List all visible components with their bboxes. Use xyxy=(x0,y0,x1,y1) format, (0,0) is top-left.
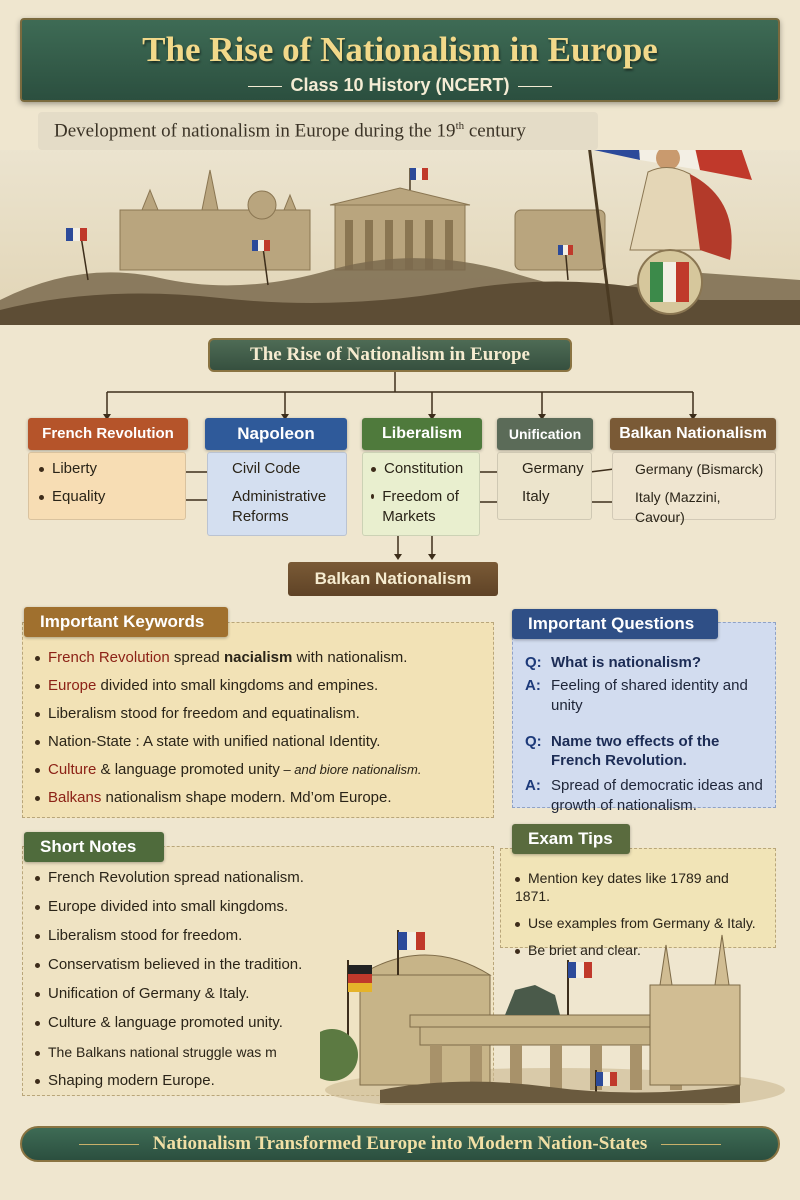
flow-node-french-revolution: French Revolution xyxy=(28,418,188,450)
flow-node-napoleon: Napoleon xyxy=(205,418,347,450)
list-item xyxy=(35,956,313,974)
keyword-highlight: Europe xyxy=(48,677,97,694)
note-text: Europe divided into small kingdoms. xyxy=(48,898,289,915)
list-item xyxy=(35,733,479,751)
note-text: The Balkans national struggle was m xyxy=(48,1044,277,1060)
flow-node-unification: Unification xyxy=(497,418,593,450)
questions-panel xyxy=(512,622,776,814)
bullet-icon xyxy=(39,495,44,500)
bullet-icon xyxy=(35,992,40,997)
note-text: French Revolution spread nationalism. xyxy=(48,869,304,886)
keyword-highlight: French Revolution xyxy=(48,649,170,666)
list-item xyxy=(35,927,313,945)
bullet-icon xyxy=(35,712,40,717)
q-tag: Q: xyxy=(525,654,542,671)
bullet-icon xyxy=(35,1079,40,1084)
list-item xyxy=(35,898,313,916)
subtitle-text: Class 10 History (NCERT) xyxy=(290,75,510,95)
note-text: Conservatism believed in the tradition. xyxy=(48,956,303,973)
note-text: Shaping modern Europe. xyxy=(48,1072,215,1089)
revolution-crowd-illustration xyxy=(0,150,800,325)
flow-node-balkan-nationalism-bottom: Balkan Nationalism xyxy=(288,562,498,596)
bullet-icon xyxy=(35,963,40,968)
question-text: Name two effects of the French Revolution. xyxy=(551,733,720,769)
a-tag: A: xyxy=(525,777,541,794)
keyword-text: spread xyxy=(169,649,224,666)
tagline-tail: century xyxy=(464,120,526,142)
bullet-icon xyxy=(35,876,40,881)
list-item xyxy=(35,869,313,887)
tagline-sup: th xyxy=(455,120,465,132)
list-item xyxy=(35,761,479,779)
keywords-panel xyxy=(22,622,494,818)
header-banner xyxy=(20,18,780,102)
answer-text: Feeling of shared identity and unity xyxy=(551,677,748,714)
note-text: Unification of Germany & Italy. xyxy=(48,985,250,1002)
question-item xyxy=(525,653,765,672)
note-text: Culture & language promoted unity. xyxy=(48,1014,283,1031)
tip-text: Use examples from Germany & Italy. xyxy=(528,915,756,931)
list-item xyxy=(39,459,175,479)
list-item: Italy (Mazzini, Cavour) xyxy=(635,489,721,525)
list-item xyxy=(35,1043,313,1061)
flow-box-napoleon xyxy=(207,452,347,536)
question-item xyxy=(525,732,765,770)
page-title: The Rise of Nationalism in Europe xyxy=(142,30,658,69)
subtitle-rule-left xyxy=(248,86,282,87)
list-item: Germany xyxy=(522,460,584,477)
list-item xyxy=(371,487,469,527)
bullet-icon xyxy=(35,768,40,773)
bullet-icon xyxy=(515,877,520,882)
tip-text: Mention key dates like 1789 and 1871. xyxy=(515,870,729,904)
subtitle-rule-right xyxy=(518,86,552,87)
keyword-tail: – and biore nationalism. xyxy=(279,762,422,777)
item-text: Freedom of Markets xyxy=(382,488,459,525)
keyword-text: divided into small kingdoms and empines. xyxy=(96,677,379,694)
tagline xyxy=(38,112,598,150)
keywords-label: Important Keywords xyxy=(24,607,228,637)
keyword-tail: with nationalism. xyxy=(292,649,408,666)
bullet-icon xyxy=(35,740,40,745)
footer-text: Nationalism Transformed Europe into Modern Nation-States xyxy=(152,1133,648,1154)
list-item xyxy=(35,789,479,807)
tip-text: Be briet and clear. xyxy=(528,942,641,958)
note-text: Liberalism stood for freedom. xyxy=(48,927,243,944)
bullet-icon xyxy=(371,467,376,472)
flow-box-liberalism xyxy=(362,452,480,536)
bullet-icon xyxy=(371,494,374,499)
list-item xyxy=(515,869,767,905)
tagline-text: Development of nationalism in Europe during the 19 xyxy=(54,120,456,142)
keyword-text: Nation-State : A state with unified national Identity. xyxy=(48,733,381,750)
exam-tips-label: Exam Tips xyxy=(512,824,630,854)
flow-box-balkan-nationalism xyxy=(612,452,776,525)
q-tag: Q: xyxy=(525,733,542,750)
question-text: What is nationalism? xyxy=(551,654,702,671)
keyword-text: & language promoted unity xyxy=(96,761,280,778)
answer-text: Spread of democratic ideas and growth of nationalism. xyxy=(551,777,763,814)
list-item xyxy=(35,1072,313,1090)
list-item xyxy=(35,705,479,723)
flow-box-unification xyxy=(497,452,592,520)
flow-node-liberalism: Liberalism xyxy=(362,418,482,450)
list-item xyxy=(371,459,469,479)
short-notes-label: Short Notes xyxy=(24,832,164,862)
bullet-icon xyxy=(35,684,40,689)
list-item: Germany (Bismarck) xyxy=(635,461,764,477)
footer-rule-right xyxy=(661,1144,721,1145)
bullet-icon xyxy=(35,934,40,939)
keyword-text: nationalism shape modern. Md’om Europe. xyxy=(101,789,392,806)
list-item xyxy=(35,649,479,667)
bullet-icon xyxy=(35,796,40,801)
bullet-icon xyxy=(35,656,40,661)
list-item xyxy=(35,1014,313,1032)
item-text: Equality xyxy=(52,488,106,505)
bullet-icon xyxy=(35,1051,40,1056)
flow-box-french-revolution xyxy=(28,452,186,520)
bullet-icon xyxy=(39,467,44,472)
bullet-icon xyxy=(35,905,40,910)
answer-item xyxy=(525,776,765,816)
keyword-text: Liberalism stood for freedom and equatinalism. xyxy=(48,705,360,722)
keyword-highlight: Balkans xyxy=(48,789,102,806)
list-item: Administrative Reforms xyxy=(232,488,327,525)
list-item: Civil Code xyxy=(232,460,301,477)
questions-label: Important Questions xyxy=(512,609,718,639)
list-item xyxy=(35,985,313,1003)
list-item xyxy=(39,487,175,507)
page-subtitle xyxy=(22,75,778,96)
brandenburg-gate-illustration xyxy=(320,905,790,1105)
a-tag: A: xyxy=(525,677,541,694)
flow-root-banner: The Rise of Nationalism in Europe xyxy=(208,338,572,372)
list-item xyxy=(35,677,479,695)
flow-node-balkan-nationalism: Balkan Nationalism xyxy=(610,418,776,450)
footer-banner xyxy=(20,1126,780,1162)
item-text: Liberty xyxy=(52,460,98,477)
keyword-bold: nacialism xyxy=(223,649,293,666)
item-text: Constitution xyxy=(384,460,464,477)
list-item: Italy xyxy=(522,488,550,505)
bullet-icon xyxy=(35,1021,40,1026)
keyword-highlight: Culture xyxy=(48,761,97,778)
answer-item xyxy=(525,676,765,716)
footer-rule-left xyxy=(79,1144,139,1145)
